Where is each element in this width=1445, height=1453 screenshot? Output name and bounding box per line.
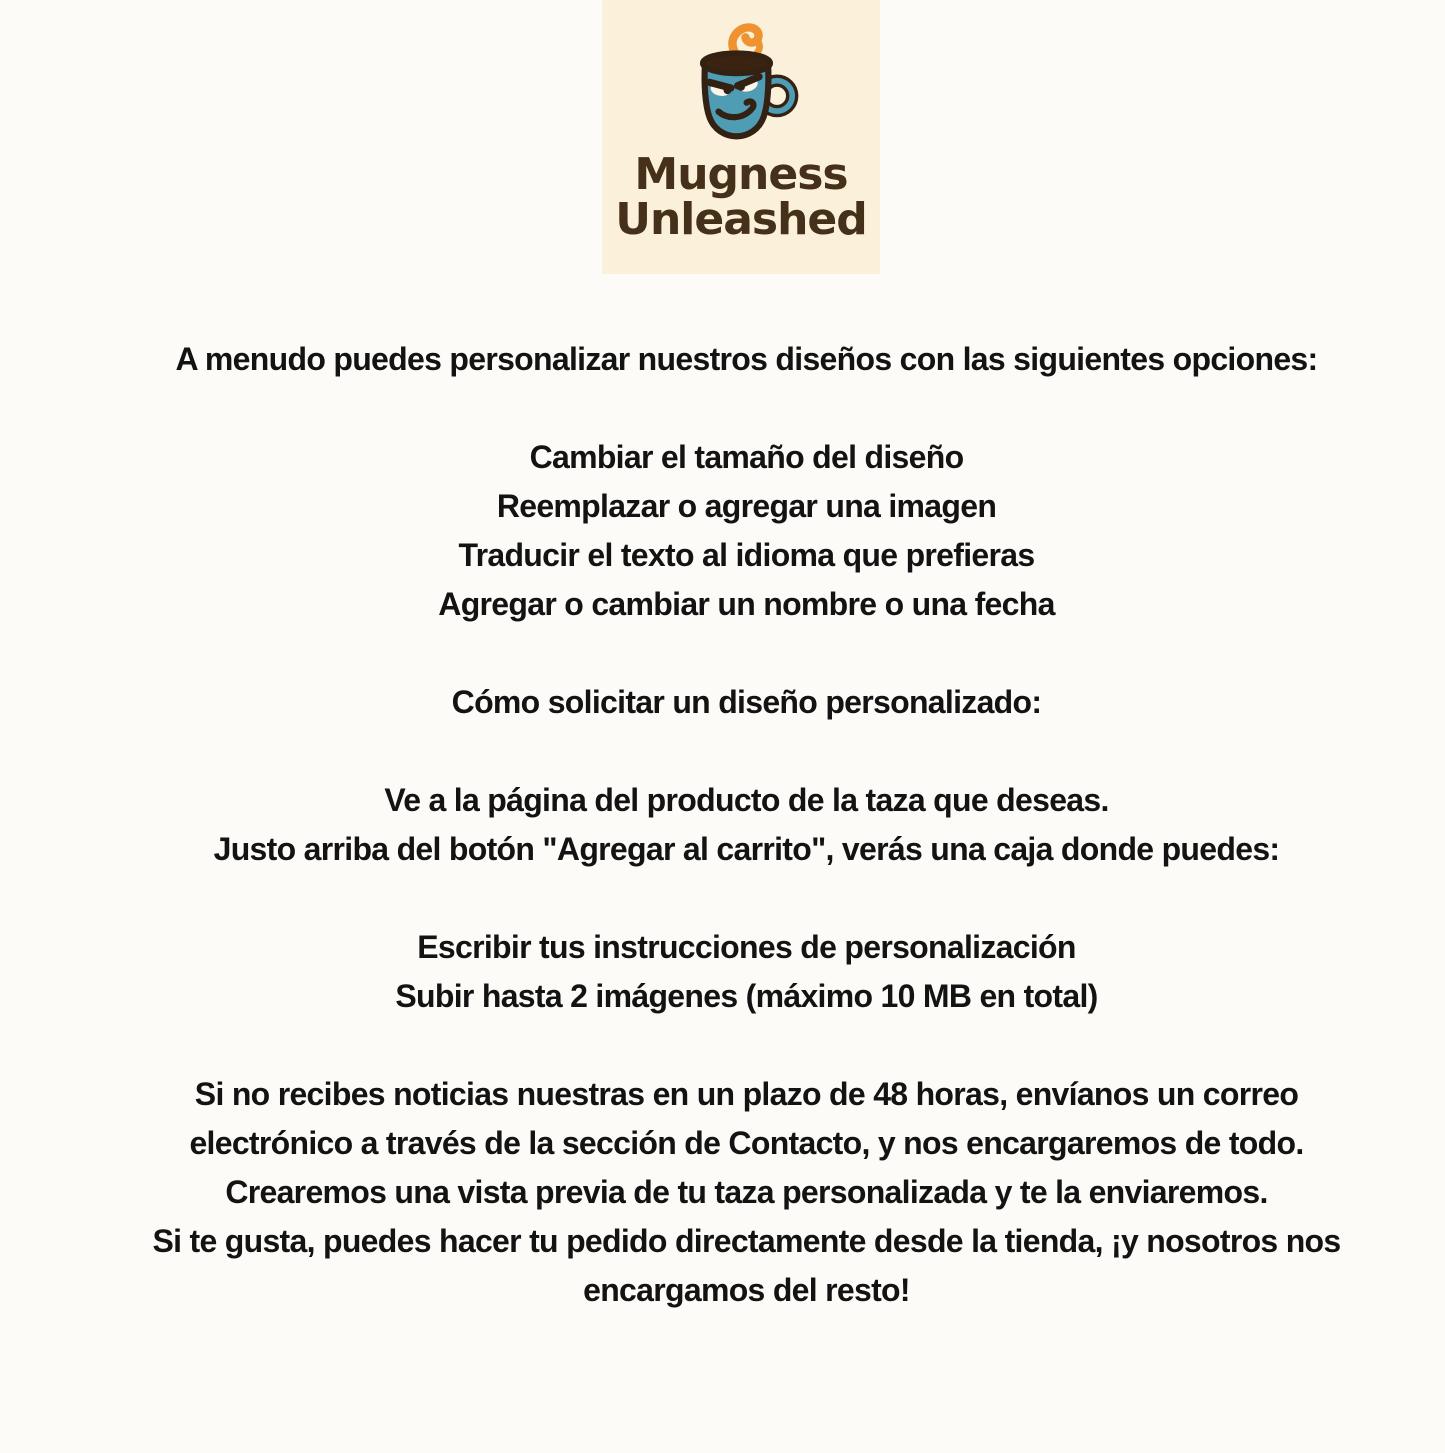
followup-line-1: Si no recibes noticias nuestras en un plazo de 48 horas, envíanos un correo <box>194 1076 1299 1112</box>
option-item-name-date: Agregar o cambiar un nombre o una fecha <box>438 586 1055 622</box>
brand-logo-card <box>602 0 880 274</box>
brand-name <box>615 149 867 245</box>
step-box-above-cart-button: Justo arriba del botón "Agregar al carrito", verás una caja donde puedes: <box>213 831 1280 867</box>
intro-text: A menudo puedes personalizar nuestros diseños con las siguientes opciones: <box>175 341 1318 377</box>
option-item-translate: Traducir el texto al idioma que prefieras <box>458 537 1035 573</box>
how-to-heading-paragraph <box>24 678 1445 727</box>
followup-line-3: Crearemos una vista previa de tu taza personalizada y te la enviaremos. <box>225 1174 1268 1210</box>
brand-name-line2: Unleashed <box>615 194 867 245</box>
options-list <box>24 433 1445 629</box>
followup-line-5: encargamos del resto! <box>583 1272 910 1308</box>
step-go-to-product-page: Ve a la página del producto de la taza que deseas. <box>384 782 1109 818</box>
followup-paragraph <box>24 1070 1445 1315</box>
brand-name-line1: Mugness <box>634 149 848 200</box>
how-to-heading: Cómo solicitar un diseño personalizado: <box>451 684 1042 720</box>
steps-list <box>24 776 1445 874</box>
mug-logo-icon <box>678 10 804 148</box>
option-item-resize: Cambiar el tamaño del diseño <box>529 439 964 475</box>
box-action-write-instructions: Escribir tus instrucciones de personalización <box>417 929 1076 965</box>
box-actions-list <box>24 923 1445 1021</box>
info-text-block <box>24 335 1445 1315</box>
option-item-image: Reemplazar o agregar una imagen <box>496 488 997 524</box>
intro-paragraph <box>24 335 1445 384</box>
followup-line-4: Si te gusta, puedes hacer tu pedido directamente desde la tienda, ¡y nosotros nos <box>152 1223 1341 1259</box>
box-action-upload-images: Subir hasta 2 imágenes (máximo 10 MB en total) <box>395 978 1098 1014</box>
followup-line-2: electrónico a través de la sección de Contacto, y nos encargaremos de todo. <box>189 1125 1304 1161</box>
